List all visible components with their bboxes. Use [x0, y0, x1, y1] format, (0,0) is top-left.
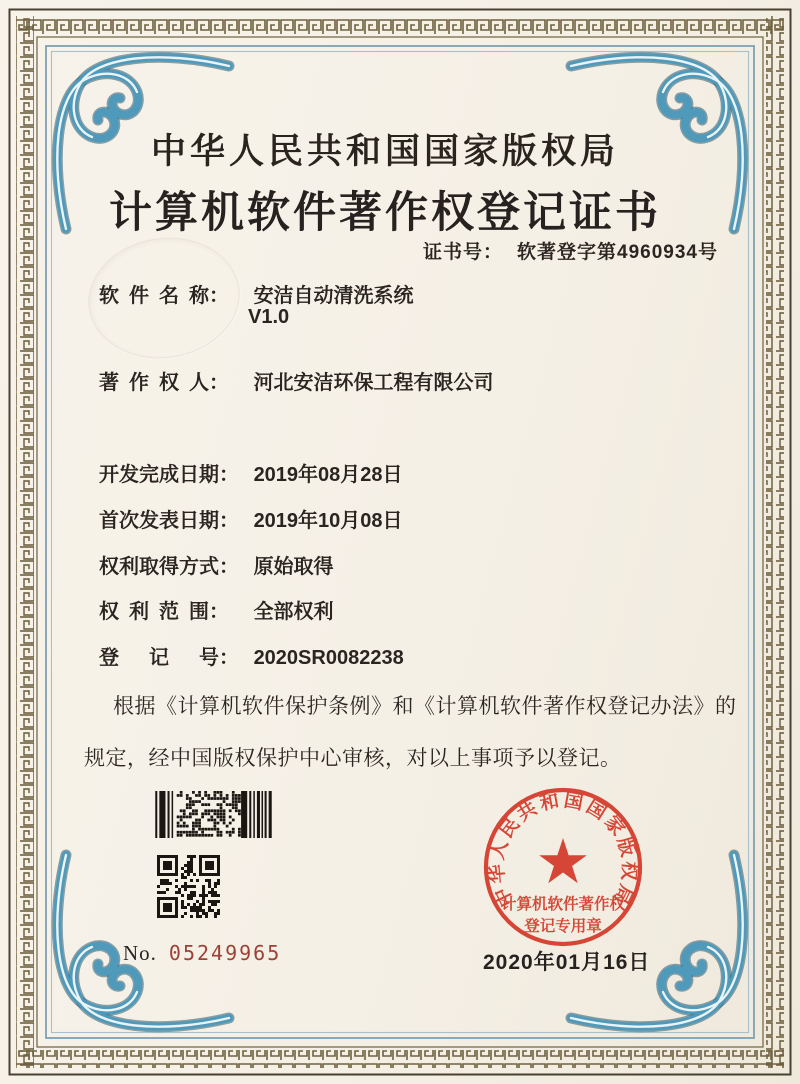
- field-value: 2019年10月08日: [253, 510, 403, 532]
- field-copyright-owner: [99, 366, 494, 395]
- field-software-version: V1.0: [248, 306, 290, 328]
- field-right-scope: [99, 595, 334, 624]
- statement-line-2: 规定，经中国版权保护中心审核，对以上事项予以登记。: [84, 747, 622, 770]
- field-right-acquisition: [99, 550, 334, 579]
- field-value: 安洁自动清洗系统: [253, 285, 414, 307]
- field-first-publish-date: [99, 504, 403, 533]
- statement-line-1: 根据《计算机软件保护条例》和《计算机软件著作权登记办法》的: [113, 695, 737, 718]
- field-software-name: [99, 279, 414, 308]
- field-label: 首次发表日期：: [99, 510, 239, 532]
- official-red-seal: [478, 782, 650, 954]
- certificate-title: 计算机软件著作权登记证书: [109, 190, 661, 237]
- certificate-number: [423, 237, 718, 264]
- field-value: 河北安洁环保工程有限公司: [253, 372, 494, 394]
- field-value: 2020SR0082238: [253, 647, 404, 669]
- field-value: 2019年08月28日: [253, 464, 403, 486]
- certificate-number-value: 软著登字第4960934号: [517, 242, 718, 263]
- field-label: 登 记 号：: [99, 647, 239, 669]
- field-value: 全部权利: [253, 601, 334, 623]
- field-label: 权 利 范 围：: [99, 601, 229, 623]
- seal-text-line2: 登记专用章: [524, 918, 602, 935]
- serial-number: [123, 941, 281, 966]
- field-registration-number: [99, 641, 404, 670]
- field-dev-complete-date: [99, 458, 403, 487]
- authority-title: 中华人民共和国国家版权局: [150, 132, 619, 171]
- certificate-number-label: 证书号：: [423, 242, 504, 263]
- issue-date: 2020年01月16日: [483, 951, 651, 974]
- serial-value: 05249965: [168, 941, 282, 965]
- seal-text-line1: 计算机软件著作权: [500, 896, 626, 913]
- red-star-icon: [539, 838, 587, 883]
- field-label: 开发完成日期：: [99, 464, 239, 486]
- field-label: 软 件 名 称：: [99, 285, 229, 307]
- barcode-image: [155, 791, 273, 838]
- field-value: 原始取得: [253, 556, 334, 578]
- seal-ring-text: 中华人民共和国国家版权局: [486, 790, 640, 910]
- serial-prefix: No.: [123, 941, 157, 965]
- field-label: 著 作 权 人：: [99, 372, 229, 394]
- field-label: 权利取得方式：: [99, 556, 239, 578]
- qr-code-image: [157, 855, 220, 918]
